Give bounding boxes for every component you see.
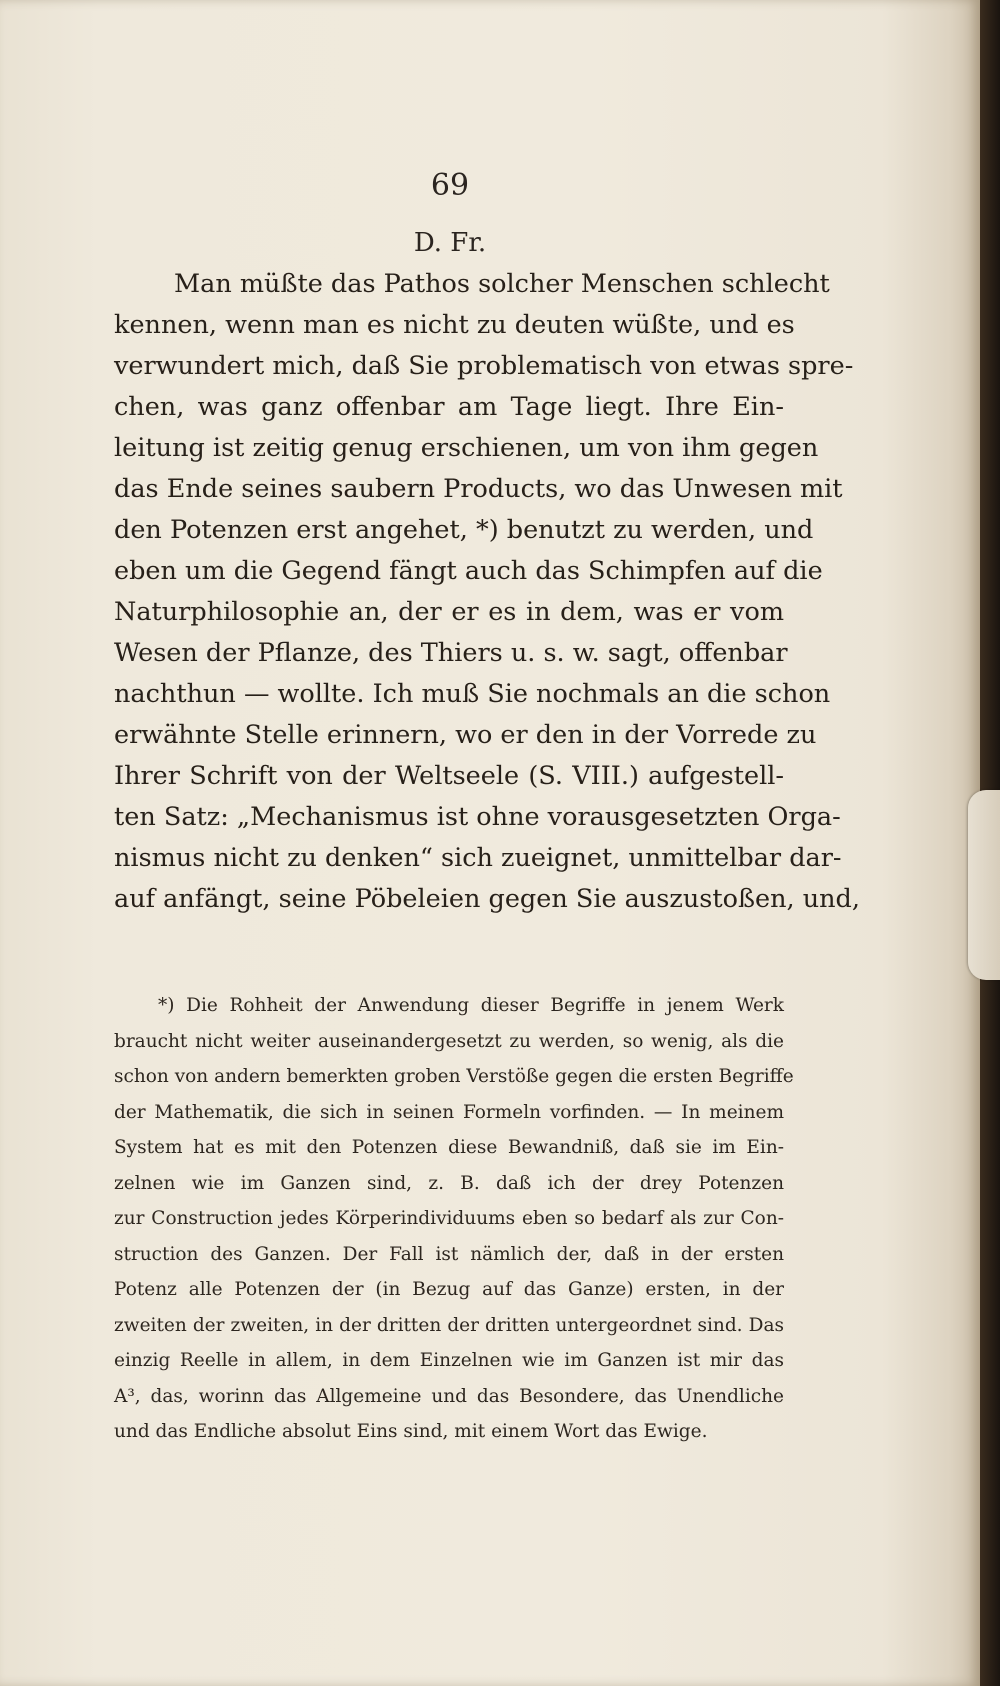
footnote-line: Potenz alle Potenzen der (in Bezug auf das Ganze) ersten, in der — [114, 1279, 784, 1300]
text-line: Man müßte das Pathos solcher Menschen schlecht — [174, 269, 830, 299]
text-line: nismus nicht zu denken“ sich zueignet, unmittelbar dar- — [114, 843, 842, 873]
text-line: Ihrer Schrift von der Weltseele (S. VIII.) aufgestell- — [114, 761, 784, 791]
text-line: das Ende seines saubern Products, wo das Unwesen mit — [114, 474, 843, 504]
text-line: eben um die Gegend fängt auch das Schimpfen auf die — [114, 556, 823, 586]
footnote-line: braucht nicht weiter auseinandergesetzt zu werden, so wenig, als die — [114, 1030, 784, 1052]
text-line: kennen, wenn man es nicht zu deuten wüßte, und es — [114, 310, 795, 340]
footnote-line: A³, das, worinn das Allgemeine und das Besondere, das Unendliche — [114, 1385, 784, 1407]
footnote-line: zweiten der zweiten, in der dritten der dritten untergeordnet sind. Das — [114, 1314, 784, 1336]
text-line: nachthun — wollte. Ich muß Sie nochmals an die schon — [114, 679, 831, 709]
speaker-label: D. Fr. — [413, 228, 487, 258]
footnote-block — [114, 988, 794, 1450]
text-line: Naturphilosophie an, der er es in dem, was er vom — [114, 597, 784, 627]
footnote-line: einzig Reelle in allem, in dem Einzelnen wie im Ganzen ist mir das — [114, 1350, 784, 1371]
text-line: verwundert mich, daß Sie problematisch von etwas spre- — [114, 351, 854, 381]
page-tab-marker — [968, 790, 1000, 980]
footnote-line: zelnen wie im Ganzen sind, z. B. daß ich der drey Potenzen — [114, 1172, 784, 1194]
footnote-line: und das Endliche absolut Eins sind, mit einem Wort das Ewige. — [114, 1421, 708, 1442]
text-line: ten Satz: „Mechanismus ist ohne vorausgesetzten Orga- — [114, 802, 841, 832]
text-line: den Potenzen erst angehet, *) benutzt zu werden, und — [114, 515, 814, 545]
main-text-block — [114, 264, 860, 920]
footnote-line: System hat es mit den Potenzen diese Bewandniß, daß sie im Ein- — [114, 1137, 784, 1158]
page-number: 69 — [430, 168, 470, 203]
text-line: Wesen der Pflanze, des Thiers u. s. w. sagt, offenbar — [114, 638, 788, 668]
footnote-line: struction des Ganzen. Der Fall ist nämlich der, daß in der ersten — [114, 1243, 784, 1265]
text-line: erwähnte Stelle erinnern, wo er den in der Vorrede zu — [114, 720, 817, 750]
text-line: leitung ist zeitig genug erschienen, um von ihm gegen — [114, 433, 819, 463]
footnote-line: schon von andern bemerkten groben Verstöße gegen die ersten Begriffe — [114, 1066, 794, 1087]
footnote-line: der Mathematik, die sich in seinen Formeln vorfinden. — In meinem — [114, 1101, 784, 1123]
text-line: chen, was ganz offenbar am Tage liegt. Ihre Ein- — [114, 392, 784, 422]
text-line: auf anfängt, seine Pöbeleien gegen Sie auszustoßen, und, — [114, 884, 860, 914]
footnote-line: *) Die Rohheit der Anwendung dieser Begriffe in jenem Werk — [158, 995, 784, 1016]
footnote-line: zur Construction jedes Körperindividuums eben so bedarf als zur Con- — [114, 1208, 784, 1229]
